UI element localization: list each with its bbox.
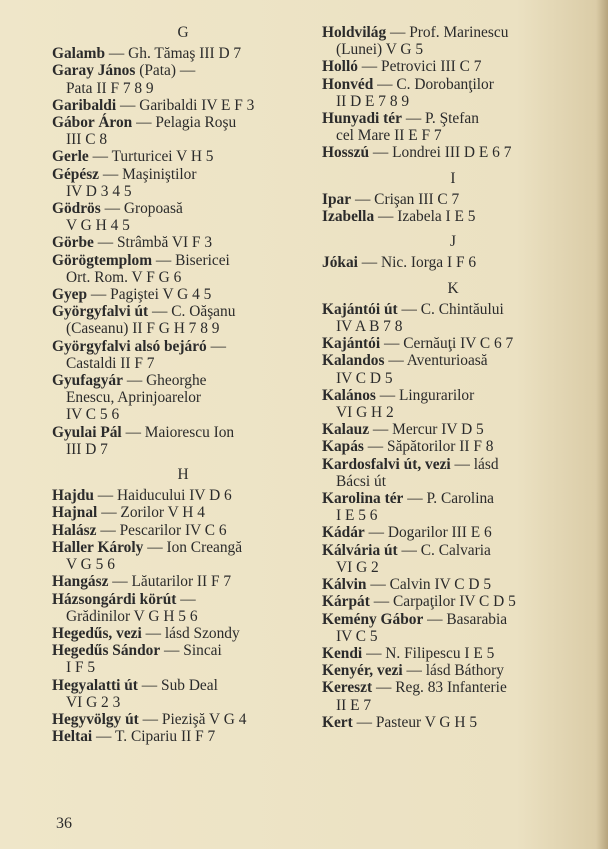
entry-text: — Basarabia [427,610,508,628]
index-entry [52,166,314,200]
entry-heading: Házsongárdi körút [52,590,177,608]
entry-text: — Carpaţilor IV C D 5 [373,593,516,611]
index-entry [322,110,584,144]
index-entry [322,714,584,731]
entry-heading: Kereszt [322,679,373,697]
entry-text: — C. Oăşanu [152,303,236,321]
index-entry [52,504,314,521]
entry-text: — Gh. Tămaş III D 7 [108,45,242,63]
entry-continuation: VI G 2 3 [66,693,121,711]
entry-text: — P. Ştefan [405,110,479,128]
section-letter: H [177,466,189,484]
index-entry [322,421,584,438]
entry-heading: Izabella [322,208,375,226]
entry-text: — Dogarilor III E 6 [368,524,492,542]
entry-text: — Mercur IV D 5 [372,421,484,439]
entry-text: — Turturicei V H 5 [92,148,214,166]
entry-heading: Hegedűs, vezi [52,624,142,642]
entry-text: — C. Calvaria [401,541,491,559]
entry-text: — [210,337,226,355]
entry-heading: Kálvária út [322,541,398,559]
entry-heading: Gyufagyár [52,372,123,390]
entry-text: — Maşiniştilor [102,165,197,183]
entry-heading: Kajántói út [322,300,398,318]
index-entry [52,728,314,745]
entry-heading: Hegedűs Sándor [52,642,161,660]
index-entry [322,387,584,421]
entry-continuation: Grădinilor V G H 5 6 [66,607,198,625]
entry-heading: Kardosfalvi út, vezi [322,455,451,473]
entry-text: — Gropoasă [104,200,183,218]
entry-continuation: I F 5 [66,659,96,677]
entry-heading: Gábor Áron [52,114,133,132]
index-entry [322,576,584,593]
entry-text: — Gheorghe [126,372,207,390]
index-entry [52,234,314,251]
index-entry [52,338,314,372]
page-number: 36 [56,815,72,832]
entry-continuation: Bácsi út [336,472,387,490]
entry-heading: Kajántói [322,335,381,353]
entry-text: — Crişan III C 7 [354,190,460,208]
index-entry [322,352,584,386]
entry-text: — Zorilor V H 4 [101,504,205,522]
index-entry [322,335,584,352]
entry-heading: Gödrös [52,200,101,218]
index-entry [322,524,584,541]
entry-heading: Ipar [322,190,352,208]
entry-continuation: (Caseanu) II F G H 7 8 9 [66,320,220,338]
entry-heading: Györgyfalvi alsó bejáró [52,337,207,355]
index-entry [322,593,584,610]
entry-text: — Lăutarilor II F 7 [112,573,232,591]
entry-text: — Prof. Marinescu [390,24,509,41]
index-entry [52,625,314,642]
section-letter: K [447,279,459,297]
index-entry [52,200,314,234]
index-entry [52,642,314,676]
entry-text: — Garibaldi IV E F 3 [120,96,255,114]
entry-continuation: V G H 4 5 [66,217,130,235]
left-column [52,24,314,745]
section-letter: I [450,169,456,187]
index-entry [322,490,584,524]
entry-continuation: Castaldi II F 7 [66,354,155,372]
entry-heading: Hosszú [322,144,370,162]
entry-continuation: III D 7 [66,440,108,458]
entry-text: — Petrovici III C 7 [361,58,482,76]
entry-heading: Garibaldi [52,96,117,114]
entry-continuation: IV C 5 [336,627,378,645]
entry-heading: Gyep [52,286,88,304]
entry-text: — Izabela I E 5 [378,208,476,226]
entry-continuation: VI G 2 [336,558,379,576]
index-entry [322,679,584,713]
entry-continuation: IV A B 7 8 [336,318,403,336]
index-entry [52,114,314,148]
right-column [322,24,584,731]
entry-text: — Strâmbă VI F 3 [97,234,213,252]
entry-heading: Hegyalatti út [52,676,138,694]
entry-text: — Pagiştei V G 4 5 [90,286,212,304]
index-entry [52,677,314,711]
entry-heading: Kert [322,713,353,731]
entry-heading: Hunyadi tér [322,110,402,128]
entry-text: — C. Dorobanţilor [377,75,494,93]
entry-heading: Görbe [52,234,94,252]
entry-text: — [180,590,196,608]
entry-heading: Holló [322,58,358,76]
entry-text: — Pescarilor IV C 6 [100,521,227,539]
entry-heading: Haller Károly [52,538,144,556]
entry-text: — Reg. 83 Infanterie [376,679,507,697]
entry-continuation: III C 8 [66,131,108,149]
index-entry [322,645,584,662]
page-edge-shadow [596,0,608,849]
index-entry [52,487,314,504]
entry-heading: Kemény Gábor [322,610,424,628]
entry-text: (Pata) — [139,62,196,80]
index-entry [52,372,314,424]
entry-text: — Lingurarilor [379,386,475,404]
entry-heading: Heltai [52,728,93,746]
index-entry [52,97,314,114]
entry-text: — Săpătorilor II F 8 [367,438,494,456]
entry-heading: Kárpát [322,593,370,611]
entry-continuation: V G 5 6 [66,556,115,574]
entry-heading: Gerle [52,148,89,166]
entry-text: — Aventurioasă [388,352,488,370]
entry-text: — Sincai [164,642,222,660]
entry-text: — Sub Deal [141,676,218,694]
entry-heading: Kádár [322,524,365,542]
entry-continuation: VI G H 2 [336,404,394,422]
index-entry [322,76,584,110]
index-entry [52,62,314,96]
entry-text: — lásd [454,455,499,473]
entry-heading: Hangász [52,573,109,591]
entry-continuation: (Lunei) V G 5 [336,41,424,59]
index-entry [322,542,584,576]
index-entry [52,591,314,625]
entry-continuation: II E 7 [336,696,372,714]
entry-text: — lásd Báthory [406,662,504,680]
entry-continuation: Enescu, Aprinjoarelor [66,389,202,407]
index-entry [322,24,584,58]
section-letter: J [450,233,456,251]
entry-continuation: Ort. Rom. V F G 6 [66,268,182,286]
index-entry [322,611,584,645]
index-entry [322,438,584,455]
entry-text: — Londrei III D E 6 7 [372,144,512,162]
entry-text: — Nic. Iorga I F 6 [361,254,477,272]
index-entry [322,254,584,271]
entry-continuation: II D E 7 8 9 [336,92,410,110]
index-entry [322,58,584,75]
index-entry [322,208,584,225]
index-entry [322,662,584,679]
entry-text: — Haiducului IV D 6 [97,487,232,505]
index-entry [52,522,314,539]
entry-heading: Gépész [52,165,100,183]
entry-text: — Pelagia Roşu [136,114,237,132]
index-entry [52,539,314,573]
entry-heading: Kalános [322,386,376,404]
entry-heading: Jókai [322,254,358,272]
entry-heading: Kenyér, vezi [322,662,403,680]
entry-text: — lásd Szondy [145,624,240,642]
entry-text: — T. Cipariu II F 7 [96,728,216,746]
entry-heading: Hajnal [52,504,98,522]
entry-text: — C. Chintăului [401,300,504,318]
entry-text: — Cernăuţi IV C 6 7 [384,335,514,353]
index-entry [52,303,314,337]
index-entry [52,286,314,303]
entry-text: — Bisericei [155,251,230,269]
entry-heading: Hajdu [52,487,94,505]
entry-heading: Garay János [52,62,136,80]
entry-continuation: Pata II F 7 8 9 [66,79,154,97]
entry-heading: Kapás [322,438,364,456]
entry-text: — Ion Creangă [147,538,243,556]
entry-text: — N. Filipescu I E 5 [366,644,495,662]
entry-heading: Kendi [322,644,363,662]
entry-heading: Gyulai Pál [52,423,122,441]
entry-continuation: IV C D 5 [336,369,393,387]
entry-text: — Calvin IV C D 5 [370,576,492,594]
index-entry [322,191,584,208]
index-entry [52,573,314,590]
entry-continuation: IV C 5 6 [66,406,120,424]
entry-heading: Galamb [52,45,106,63]
entry-text: — Maiorescu Ion [125,423,235,441]
index-entry [322,456,584,490]
entry-heading: Györgyfalvi út [52,303,149,321]
index-entry [322,144,584,161]
index-entry [52,252,314,286]
index-entry [52,424,314,458]
index-entry [52,148,314,165]
entry-heading: Halász [52,521,97,539]
entry-heading: Görögtemplom [52,251,153,269]
index-entry [52,711,314,728]
index-entry [52,45,314,62]
entry-heading: Honvéd [322,75,374,93]
entry-heading: Kálvin [322,576,367,594]
entry-text: — Pasteur V G H 5 [356,713,478,731]
entry-text: — P. Carolina [407,490,495,508]
entry-continuation: I E 5 6 [336,507,378,525]
entry-heading: Kalauz [322,421,370,439]
entry-heading: Hegyvölgy út [52,710,139,728]
entry-heading: Kalandos [322,352,385,370]
section-letter: G [177,24,189,41]
entry-text: — Piezişă V G 4 [142,710,247,728]
entry-continuation: IV D 3 4 5 [66,182,132,200]
entry-continuation: cel Mare II E F 7 [336,127,442,145]
entry-heading: Holdvilág [322,24,387,41]
entry-heading: Karolina tér [322,490,404,508]
index-entry [322,301,584,335]
